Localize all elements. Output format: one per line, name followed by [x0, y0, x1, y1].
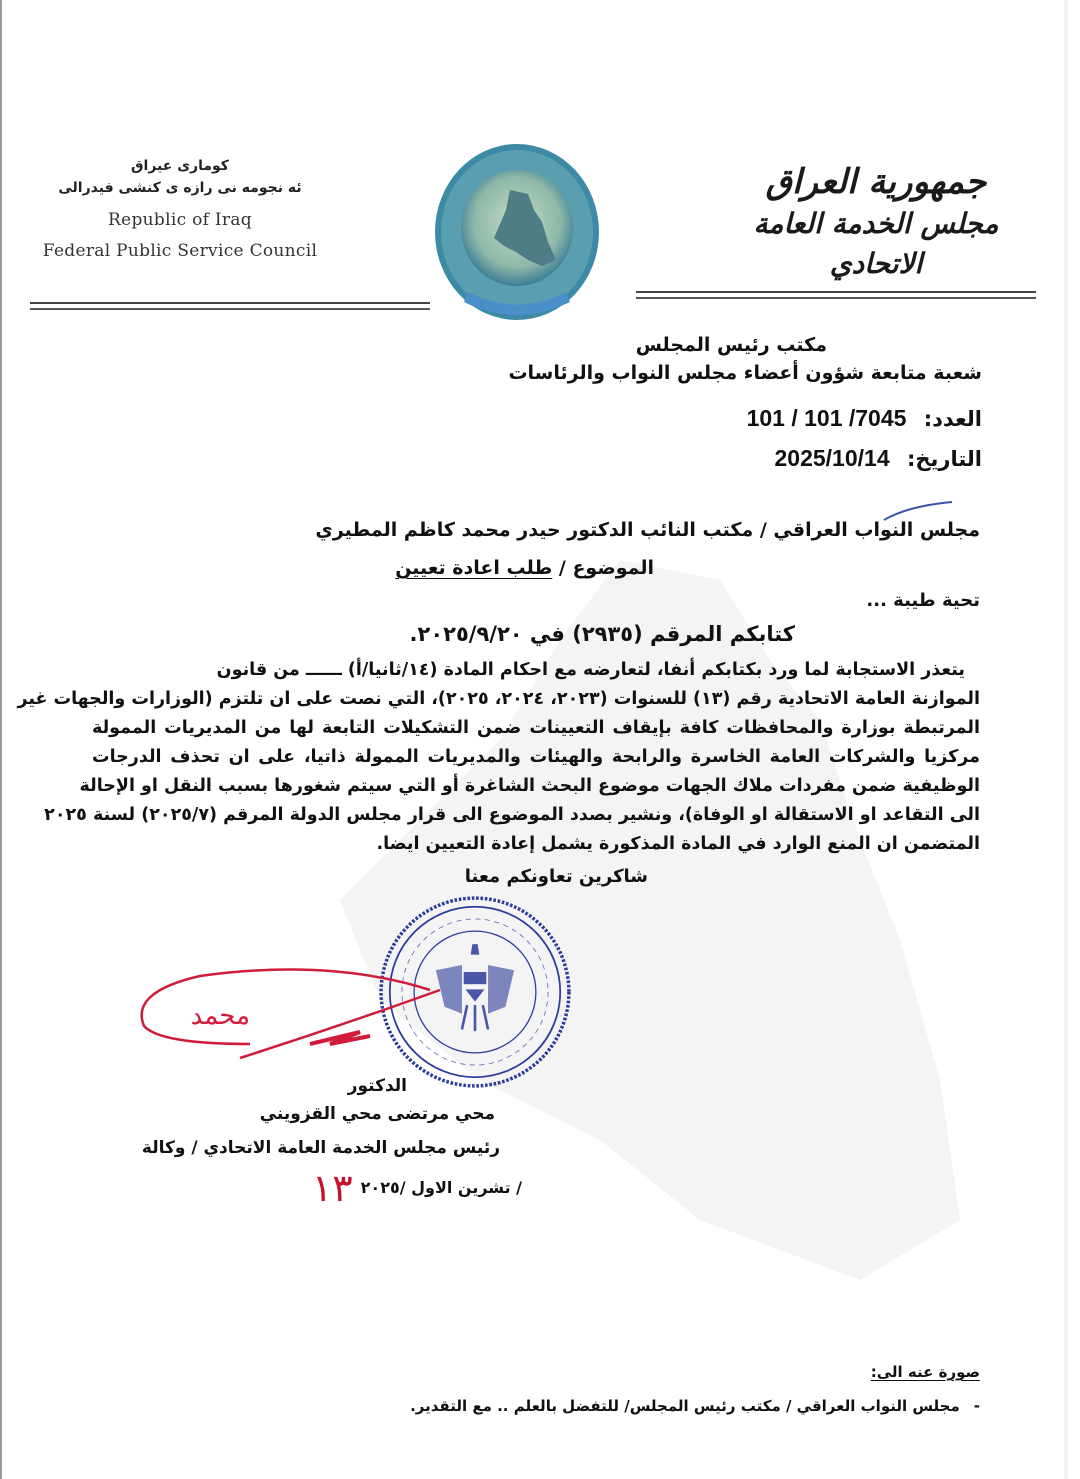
reference-date-row [775, 444, 983, 473]
signatory-block [260, 1072, 495, 1128]
signatory-title: الدكتور [347, 1076, 408, 1096]
letter-body [17, 656, 980, 859]
handwritten-signature-icon [130, 940, 460, 1070]
reference-date-value: 2025/10/14 [774, 445, 890, 471]
body-line: الموازنة العامة الاتحادية رقم (١٣) للسنوات (٢٠٢٣، ٢٠٢٤، ٢٠٢٥)، التي نصت على ان تلتزم (الوزارات والجهات غير [17, 689, 980, 709]
header-divider-left [30, 302, 430, 310]
page-border [0, 0, 2, 1479]
signatory-name: محي مرتضى محي القزويني [259, 1104, 495, 1124]
cc-bullet: - [973, 1397, 980, 1415]
reference-date-label: التاريخ: [906, 447, 982, 471]
addressee: مجلس النواب العراقي / مكتب النائب الدكتور حيدر محمد كاظم المطيري [315, 519, 980, 541]
subject-value: طلب اعادة تعيين [395, 557, 553, 579]
cc-title: صورة عنه الى: [870, 1363, 980, 1381]
council-emblem-icon [432, 142, 602, 328]
body-line: الى التقاعد او الاستقالة او الوفاة)، ونشير بصدد الموضوع الى قرار مجلس الدولة المرقم (٢٠٢٥/٧) لسنة ٢٠٢٥ [44, 805, 980, 825]
office-title: مكتب رئيس المجلس [635, 334, 827, 356]
body-line: الوظيفية ضمن مفردات ملاك الجهات موضوع البحث الشاغرة أو التي سيتم شغورها بسبب النقل او الإحالة [79, 776, 980, 796]
greeting: تحية طيبة ... [866, 590, 980, 611]
body-line: المتضمن ان المنع الوارد في المادة المذكورة يشمل إعادة التعيين ايضا. [376, 834, 980, 854]
reference-letter: كتابكم المرقم (٢٩٣٥) في ٢٠٢٥/٩/٢٠. [409, 622, 795, 646]
body-line: المرتبطة بوزارة والمحافظات كافة بإيقاف التعيينات ضمن التشكيلات التابعة لها من المديريات الممولة [92, 718, 980, 738]
signature-date: / تشرين الاول /٢٠٢٥ [360, 1178, 522, 1197]
subject-line [395, 556, 654, 580]
page-edge [1064, 0, 1068, 1479]
signature-date-group [312, 1166, 522, 1210]
closing-line: شاكرين تعاونكم معنا [464, 866, 648, 887]
signature-text: محمد [190, 1001, 250, 1031]
letterhead-arabic-country: جمهورية العراق [765, 162, 987, 202]
body-line: يتعذر الاستجابة لما ورد بكتابكم أنفا، لتعارضه مع احكام المادة (١٤/ثانيا/أ) ــــــ من قانون [216, 660, 965, 680]
reference-number-label: العدد: [923, 407, 982, 431]
letterhead-english-country: Republic of Iraq [108, 210, 252, 230]
letterhead-kurdish-country: کوماری عیراق [131, 158, 229, 174]
office-section: شعبة متابعة شؤون أعضاء مجلس النواب والرئاسات [508, 362, 982, 384]
subject-label: الموضوع / [558, 557, 654, 579]
letterhead-right [726, 160, 1026, 284]
letterhead-kurdish-council: ئه نجومه نی رازه ی کنشی فیدرالی [58, 180, 302, 196]
header-divider-right [636, 291, 1036, 299]
issuing-office [382, 333, 982, 393]
reference-number-value: 101 / 101 /7045 [746, 405, 907, 431]
letterhead-arabic-council: مجلس الخدمة العامة الاتحادي [753, 207, 999, 280]
signatory-role: رئيس مجلس الخدمة العامة الاتحادي / وكالة [141, 1138, 500, 1158]
handwritten-day: ١٣ [311, 1166, 353, 1210]
cc-item [410, 1396, 980, 1416]
body-line: مركزيا والشركات العامة الخاسرة والرابحة والهيئات والمديريات الممولة ذاتيا، على ان تحذف الدرجات [92, 747, 980, 767]
letterhead-left [20, 155, 340, 267]
reference-number-row [747, 404, 982, 433]
letterhead-english-council: Federal Public Service Council [42, 241, 318, 261]
cc-item-text: مجلس النواب العراقي / مكتب رئيس المجلس/ للتفضل بالعلم .. مع التقدير. [410, 1397, 960, 1415]
